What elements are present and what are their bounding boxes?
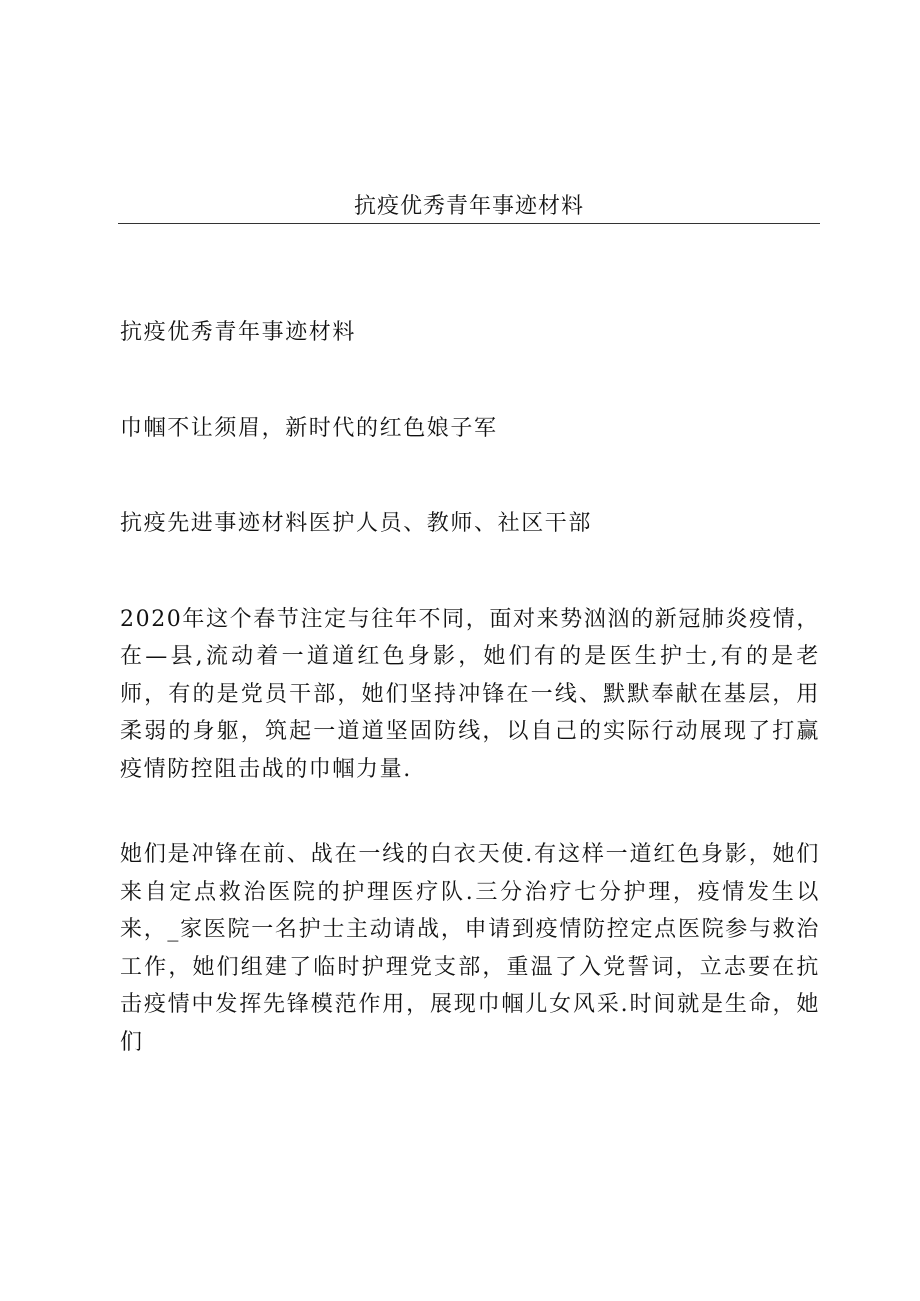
paragraph-intro: 2020年这个春节注定与往年不同，面对来势汹汹的新冠肺炎疫情，在—县,流动着一道道红色身影，她们有的是医生护士,有的是老师，有的是党员干部，她们坚持冲锋在一线、默默奉献在基层，用柔弱的身躯，筑起一道道坚固防线，以自己的实际行动展现了打赢疫情防控阻击战的巾帼力量.	[120, 606, 820, 782]
document-body	[120, 314, 820, 1109]
subtitle: 巾帼不让须眉，新时代的红色娘子军	[120, 415, 498, 441]
header-divider	[118, 223, 820, 224]
page-header-title: 抗疫优秀青年事迹材料	[353, 194, 584, 219]
section-heading: 抗疫先进事迹材料医护人员、教师、社区干部	[120, 511, 593, 536]
paragraph-nurses: 她们是冲锋在前、战在一线的白衣天使.有这样一道红色身影，她们来自定点救治医院的护理医疗队.三分治疗七分护理，疫情发生以来，_家医院一名护士主动请战，申请到疫情防控定点医院参与救治工作，她们组建了临时护理党支部，重温了入党誓词，立志要在抗击疫情中发挥先锋模范作用，展现巾帼儿女风采.时间就是生命，她们	[120, 842, 820, 1055]
document-title: 抗疫优秀青年事迹材料	[120, 320, 357, 345]
